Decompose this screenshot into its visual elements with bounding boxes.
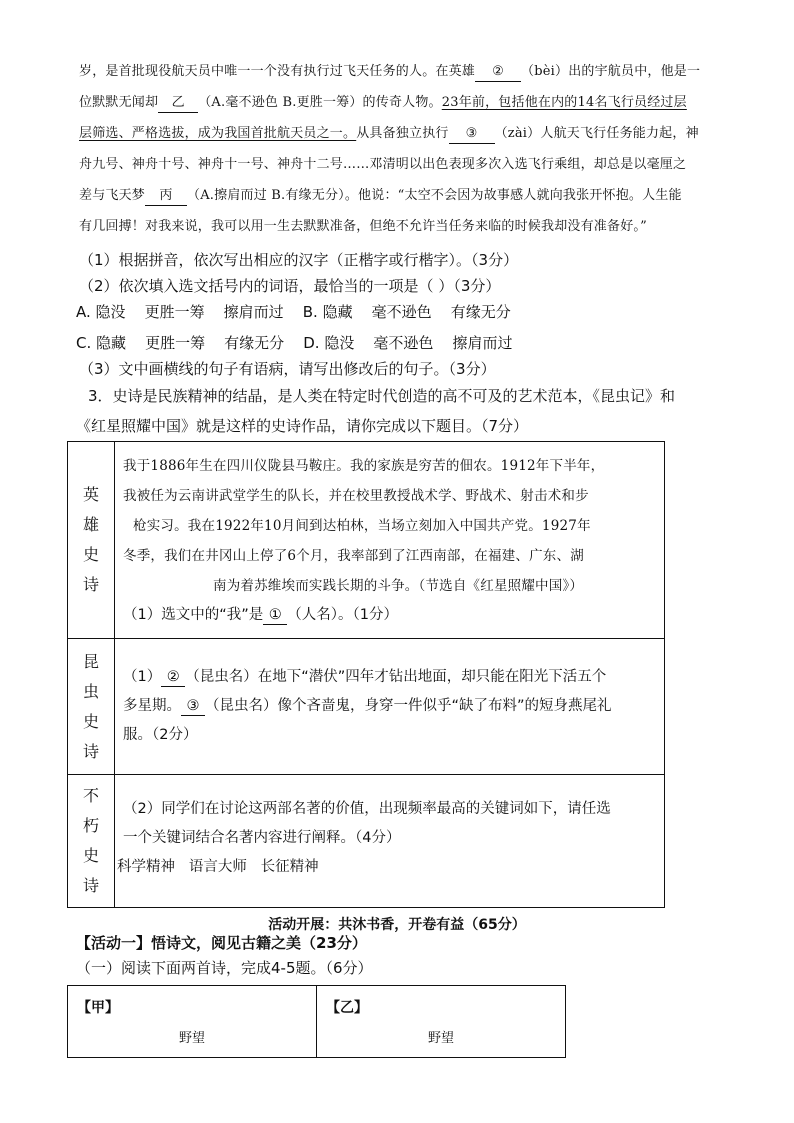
row-label-immortal-epic: 不 朽 史 诗: [68, 775, 115, 908]
table-row-hero-epic: [68, 442, 665, 639]
question-2: （2）依次填入选文括号内的词语，最恰当的一项是（ ）（3分）: [79, 277, 501, 295]
passage-line-2: 位默默无闻却 乙 （A.毫不逊色 B.更胜一筹）的传奇人物。23年前，包括他在内的14名飞行员经过层: [79, 88, 719, 118]
blank-insect-2: ②: [161, 668, 185, 687]
poem-b-title: 野望: [427, 1031, 454, 1046]
poem-b-tag: 【乙】: [326, 1000, 368, 1016]
poem-a-tag: 【甲】: [77, 1000, 119, 1016]
hero-epic-content: 我于1886年生在四川仪陇县马鞍庄。我的家族是穷苦的佃农。1912年下半年， 我被任为云南讲武堂学生的队长，并在校里教授战术学、野战术、射击术和步 枪实习。我在1922年10月间到达柏林，当场立刻加入中国共产党。1927年 冬季，我们在井冈山上停了6个月，我率部到了江西南部，在福建、广东、湖 南为着苏维埃而实践长期的斗争。（节选自《红星照耀中国》） （1）选文中的“我”是 ① （人名）。（1分）: [115, 442, 665, 639]
blank-1: ①: [263, 606, 287, 625]
immortal-epic-content: （2）同学们在讨论这两部名著的价值，出现频率最高的关键词如下，请任选 一个关键词结合名著内容进行阐释。（4分） 科学精神 语言大师 长征精神: [115, 775, 665, 908]
table-row-insect-epic: [68, 639, 665, 775]
blank-yi: 乙: [158, 94, 198, 113]
poem-table: [67, 985, 566, 1058]
epic-table: [67, 441, 665, 908]
passage-line-4: 舟九号、神舟十号、神舟十一号、神舟十二号……邓清明以出色表现多次入选飞行乘组，却总是以毫厘之: [79, 157, 687, 172]
blank-3: ③: [449, 125, 495, 144]
blank-bing: 丙: [145, 187, 187, 206]
row-label-insect-epic: 昆 虫 史 诗: [68, 639, 115, 775]
passage-line-1: 岁，是首批现役航天员中唯一一个没有执行过飞天任务的人。在英雄 ② （bèi）出的宇航员中，他是一: [79, 57, 719, 87]
blank-insect-3: ③: [181, 697, 205, 716]
activity-header: 活动开展：共沐书香，开卷有益（65分）: [268, 917, 526, 933]
table-row-immortal-epic: [68, 775, 665, 908]
question-3: （3）文中画横线的句子有语病，请写出修改后的句子。（3分）: [79, 360, 496, 378]
options-a-b: A. 隐没 更胜一筹 擦肩而过 B. 隐藏 毫不逊色 有缘无分: [76, 303, 511, 321]
underlined-sentence: 23年前，包括他在内的14名飞行员经过层: [441, 95, 687, 110]
insect-epic-content: （1） ② （昆虫名）在地下“潜伏”四年才钻出地面，却只能在阳光下活五个 多星期。 ③ （昆虫名）像个吝啬鬼，身穿一件似乎“缺了布料”的短身燕尾礼 服。（2分）: [115, 639, 665, 775]
poem-b: [317, 986, 566, 1058]
options-c-d: C. 隐藏 更胜一筹 有缘无分 D. 隐没 毫不逊色 擦肩而过: [76, 334, 513, 352]
passage-line-3: 层筛选、严格选拔，成为我国首批航天员之一。从具备独立执行 ③ （zài）人航天飞行任务能力起，神: [79, 119, 719, 149]
passage-line-6: 有几回搏！对我来说，我可以用一生去默默准备，但绝不允许当任务来临的时候我却没有准备好。”: [79, 219, 647, 234]
item-3-line-1: 3．史诗是民族精神的结晶，是人类在特定时代创造的高不可及的艺术范本，《昆虫记》和: [88, 387, 676, 405]
item-3-line-2: 《红星照耀中国》就是这样的史诗作品，请你完成以下题目。（7分）: [76, 417, 529, 435]
activity-1-title: 【活动一】悟诗文，阅见古籍之美（23分）: [76, 934, 367, 952]
passage-line-5: 差与飞天梦 丙 （A.擦肩而过 B.有缘无分）。他说：“太空不会因为故事感人就向我张开怀抱。人生能: [79, 181, 719, 211]
blank-2: ②: [475, 63, 521, 82]
poem-a-title: 野望: [178, 1031, 205, 1046]
section-1-intro: （一）阅读下面两首诗，完成4-5题。（6分）: [76, 959, 373, 977]
row-label-hero-epic: 英 雄 史 诗: [68, 442, 115, 639]
question-1: （1）根据拼音，依次写出相应的汉字（正楷字或行楷字）。（3分）: [79, 251, 519, 269]
hero-question: （1）选文中的“我”是 ① （人名）。（1分）: [123, 606, 398, 623]
poem-a: [68, 986, 317, 1058]
keywords: 科学精神 语言大师 长征精神: [117, 859, 319, 875]
